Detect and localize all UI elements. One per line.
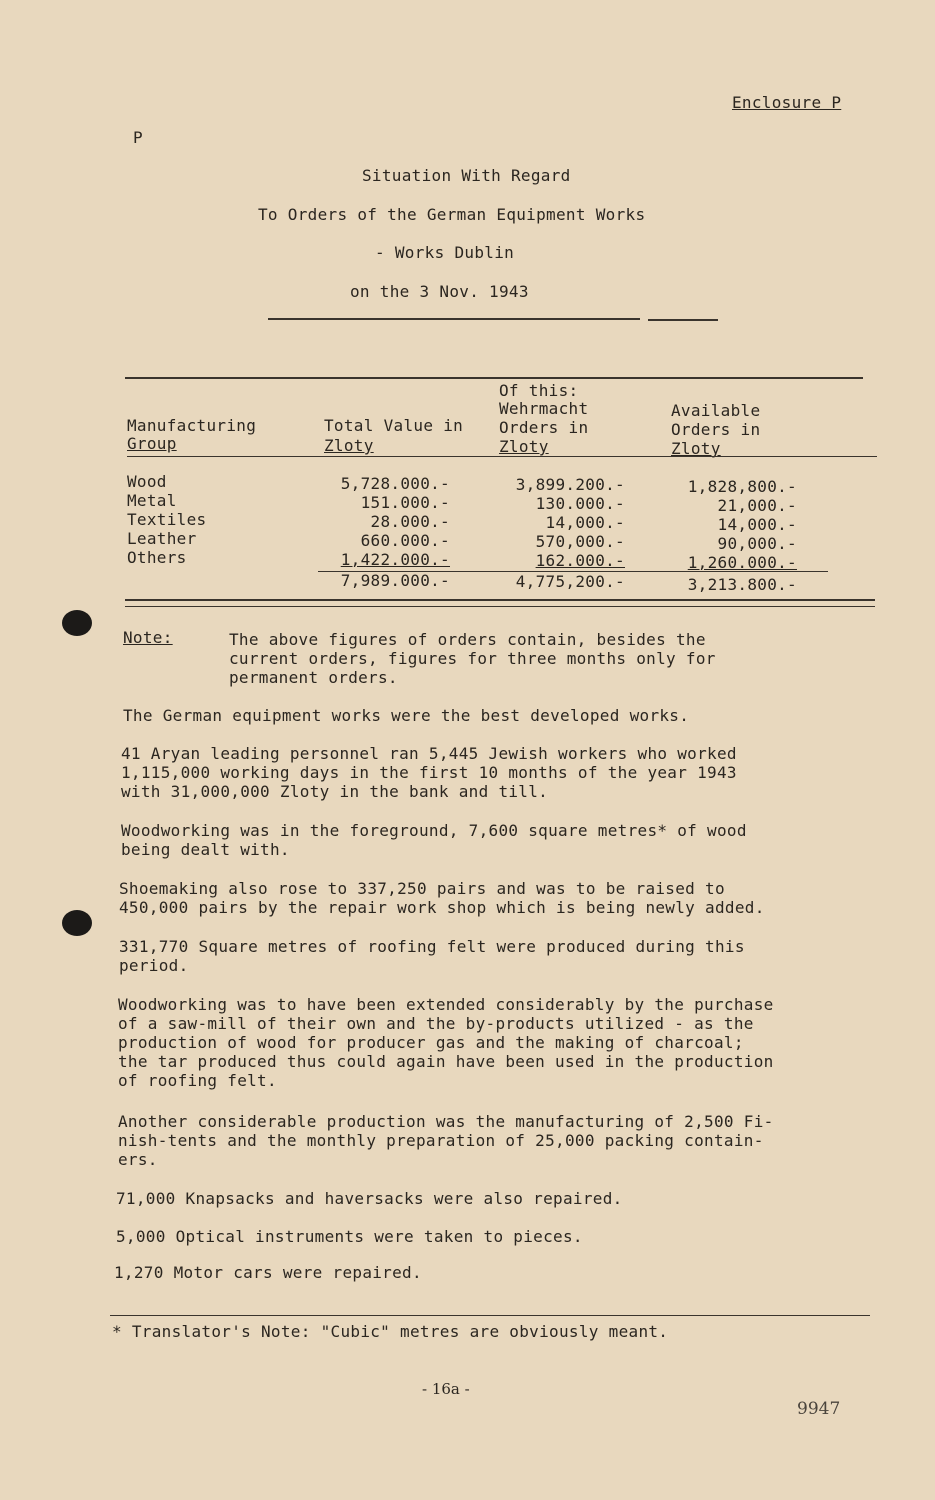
- header-wehrmacht-2: Wehrmacht: [499, 399, 589, 418]
- title-line-1: Situation With Regard: [362, 166, 571, 185]
- punch-hole-bottom: [62, 910, 92, 936]
- footnote-rule: [110, 1315, 870, 1316]
- paragraph-line: 5,000 Optical instruments were taken to pieces.: [116, 1227, 583, 1246]
- header-rule: [127, 456, 877, 457]
- page-number: - 16a -: [422, 1380, 470, 1398]
- row-group: Leather: [127, 529, 197, 548]
- paragraph-line: Woodworking was in the foreground, 7,600 square metres* of wood: [121, 821, 747, 840]
- paragraph-line: nish-tents and the monthly preparation of 25,000 packing contain-: [118, 1131, 764, 1150]
- note-line: permanent orders.: [229, 668, 398, 687]
- row-available: 14,000.-: [717, 515, 797, 534]
- total-available-sum: 3,213.800.-: [687, 575, 797, 594]
- footnote: * Translator's Note: "Cubic" metres are obviously meant.: [112, 1322, 669, 1341]
- paragraph-8: [116, 1189, 623, 1208]
- paragraph-line: with 31,000,000 Zloty in the bank and till.: [121, 782, 549, 801]
- paragraph-line: 41 Aryan leading personnel ran 5,445 Jewish workers who worked: [121, 744, 737, 763]
- archive-number: 9947: [797, 1399, 841, 1419]
- note-text: [229, 630, 716, 687]
- header-total-1: Total Value in: [324, 416, 464, 435]
- title-line-2: To Orders of the German Equipment Works: [258, 205, 646, 224]
- row-group: Metal: [127, 491, 177, 510]
- header-available-2: Orders in: [671, 420, 761, 439]
- row-wehrmacht: 130.000.-: [535, 494, 625, 513]
- paragraph-line: Woodworking was to have been extended considerably by the purchase: [118, 995, 774, 1014]
- header-available-1: Available: [671, 401, 761, 420]
- row-wehrmacht: 570,000.-: [535, 532, 625, 551]
- header-available-3: Zloty: [671, 439, 721, 458]
- paragraph-line: Shoemaking also rose to 337,250 pairs and was to be raised to: [119, 879, 725, 898]
- paragraph-line: 1,115,000 working days in the first 10 months of the year 1943: [121, 763, 737, 782]
- punch-hole-top: [62, 610, 92, 636]
- paragraph-line: Another considerable production was the manufacturing of 2,500 Fi-: [118, 1112, 774, 1131]
- row-total: 1,422.000.-: [340, 550, 450, 569]
- paragraph-4: [119, 879, 765, 917]
- row-group: Wood: [127, 472, 167, 491]
- header-total-2: Zloty: [324, 436, 374, 455]
- paragraph-6: [118, 995, 774, 1090]
- table-top-rule: [125, 377, 863, 379]
- row-group: Textiles: [127, 510, 207, 529]
- paragraph-5: [119, 937, 745, 975]
- corner-mark: P: [133, 128, 143, 147]
- paragraph-9: [116, 1227, 583, 1246]
- paragraph-7: [118, 1112, 774, 1169]
- table-bottom-rule-1: [125, 599, 875, 601]
- note-line: The above figures of orders contain, besides the: [229, 630, 706, 649]
- total-value-sum: 7,989.000.-: [340, 571, 450, 590]
- row-available: 90,000.-: [717, 534, 797, 553]
- paragraph-3: [121, 821, 747, 859]
- paragraph-10: [114, 1263, 422, 1282]
- row-group: Others: [127, 548, 187, 567]
- note-label: Note:: [123, 628, 173, 647]
- title-underline: [268, 318, 640, 320]
- paragraph-line: of roofing felt.: [118, 1071, 277, 1090]
- paragraph-1: [123, 706, 689, 725]
- header-wehrmacht-4: Zloty: [499, 437, 549, 456]
- paragraph-line: ers.: [118, 1150, 158, 1169]
- table-bottom-rule-2: [125, 606, 875, 607]
- paragraph-line: The German equipment works were the best developed works.: [123, 706, 690, 725]
- paragraph-line: 71,000 Knapsacks and haversacks were also repaired.: [116, 1189, 623, 1208]
- paragraph-line: period.: [119, 956, 189, 975]
- title-line-4: on the 3 Nov. 1943: [350, 282, 529, 301]
- paragraph-line: of a saw-mill of their own and the by-products utilized - as the: [118, 1014, 754, 1033]
- header-wehrmacht-1: Of this:: [499, 381, 579, 400]
- paragraph-line: the tar produced thus could again have been used in the production: [118, 1052, 774, 1071]
- row-wehrmacht: 162.000.-: [535, 551, 625, 570]
- header-group-1: Manufacturing: [127, 416, 257, 435]
- enclosure-label: Enclosure P: [732, 93, 842, 112]
- title-line-3: - Works Dublin: [375, 243, 515, 262]
- title-underline-short: [648, 319, 718, 321]
- header-group-2: Group: [127, 434, 177, 453]
- row-total: 28.000.-: [370, 512, 450, 531]
- header-wehrmacht-3: Orders in: [499, 418, 589, 437]
- total-wehrmacht-sum: 4,775,200.-: [515, 572, 625, 591]
- row-available: 1,260.000.-: [687, 553, 797, 572]
- row-available: 21,000.-: [717, 496, 797, 515]
- paragraph-line: production of wood for producer gas and the making of charcoal;: [118, 1033, 744, 1052]
- row-total: 151.000.-: [360, 493, 450, 512]
- paragraph-line: 331,770 Square metres of roofing felt were produced during this: [119, 937, 745, 956]
- paragraph-line: being dealt with.: [121, 840, 290, 859]
- row-wehrmacht: 3,899.200.-: [515, 475, 625, 494]
- paragraph-line: 1,270 Motor cars were repaired.: [114, 1263, 422, 1282]
- paragraph-2: [121, 744, 737, 801]
- row-total: 660.000.-: [360, 531, 450, 550]
- row-total: 5,728.000.-: [340, 474, 450, 493]
- paragraph-line: 450,000 pairs by the repair work shop which is being newly added.: [119, 898, 765, 917]
- note-line: current orders, figures for three months only for: [229, 649, 716, 668]
- row-available: 1,828,800.-: [687, 477, 797, 496]
- row-wehrmacht: 14,000.-: [545, 513, 625, 532]
